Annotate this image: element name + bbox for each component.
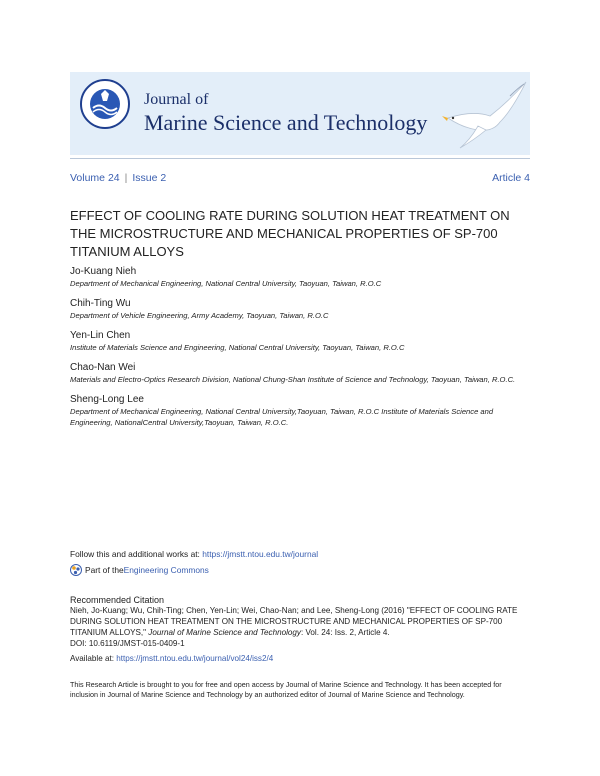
journal-url-link[interactable]: https://jmstt.ntou.edu.tw/journal: [202, 549, 319, 559]
university-seal-logo: [80, 79, 130, 129]
author-block: [70, 329, 530, 353]
divider-line: [70, 158, 530, 159]
issue-meta-row: [70, 172, 530, 186]
author-name: Sheng-Long Lee: [70, 394, 144, 405]
open-access-notice: This Research Article is brought to you for free and open access by Journal of Marine Science and Technology. It has been accepted for inclusion in Journal of Marine Science and Technology by an authorized editor of Journal of Marine Science and Technology.: [70, 680, 502, 699]
journal-banner: [70, 72, 530, 155]
author-affiliation: Materials and Electro-Optics Research Division, National Chung-Shan Institute of Science and Technology, Taoyuan, Taiwan, R.O.C.: [70, 375, 516, 384]
seagull-illustration: [438, 74, 528, 152]
availability-line: [70, 654, 273, 663]
available-prefix: Available at:: [70, 654, 117, 663]
part-of-line: [70, 564, 209, 576]
article-link[interactable]: Article 4: [492, 172, 530, 184]
engineering-commons-link[interactable]: Engineering Commons: [123, 565, 209, 575]
author-block: [70, 393, 530, 428]
author-name: Chih-Ting Wu: [70, 298, 131, 309]
article-url-link[interactable]: https://jmstt.ntou.edu.tw/journal/vol24/iss2/4: [116, 654, 274, 663]
author-list: [70, 265, 530, 436]
journal-name-line1: Journal of: [144, 91, 209, 108]
volume-link[interactable]: Volume 24: [70, 172, 120, 184]
author-name: Chao-Nan Wei: [70, 362, 136, 373]
author-block: [70, 297, 530, 321]
citation-journal: Journal of Marine Science and Technology: [148, 628, 301, 637]
citation-volume: : Vol. 24: Iss. 2, Article 4.: [300, 628, 390, 637]
author-name: Jo-Kuang Nieh: [70, 266, 137, 277]
issue-link[interactable]: Issue 2: [132, 172, 167, 184]
paper-title: EFFECT OF COOLING RATE DURING SOLUTION HEAT TREATMENT ON THE MICROSTRUCTURE AND MECHANICAL PROPERTIES OF SP-700 TITANIUM ALLOYS: [70, 208, 510, 259]
author-affiliation: Department of Mechanical Engineering, National Central University,Taoyuan, Taiwan, R.O.C Institute of Materials Science and Engineering, NationalCentral University,Taoyuan, Taiwan, R.O.C.: [70, 407, 494, 427]
author-block: [70, 265, 530, 289]
follow-line: [70, 549, 318, 559]
author-affiliation: Department of Mechanical Engineering, National Central University, Taoyuan, Taiwan, R.O.C: [70, 279, 382, 288]
commons-network-icon: [70, 564, 82, 576]
meta-separator: |: [124, 172, 128, 184]
author-affiliation: Department of Vehicle Engineering, Army Academy, Taoyuan, Taiwan, R.O.C: [70, 311, 329, 320]
citation-doi: DOI: 10.6119/JMST-015-0409-1: [70, 639, 185, 648]
follow-prefix: Follow this and additional works at:: [70, 549, 203, 559]
journal-name-line2: Marine Science and Technology: [144, 110, 428, 135]
citation-text: Nieh, Jo-Kuang; Wu, Chih-Ting; Chen, Yen-Lin; Wei, Chao-Nan; and Lee, Sheng-Long (2016) "EFFECT OF COOLING RATE DURING SOLUTION HEAT TREATMENT ON THE MICROSTRUCTURE AND MECHANICAL PROPERTIES OF SP-700 TITANIUM ALLOYS,": [70, 606, 518, 637]
author-block: [70, 361, 530, 385]
author-affiliation: Institute of Materials Science and Engineering, National Central University, Taoyuan, Taiwan, R.O.C: [70, 343, 405, 352]
author-name: Yen-Lin Chen: [70, 330, 131, 341]
citation-body: [70, 605, 530, 649]
citation-heading: Recommended Citation: [70, 595, 165, 605]
part-of-prefix: Part of the: [85, 565, 124, 575]
